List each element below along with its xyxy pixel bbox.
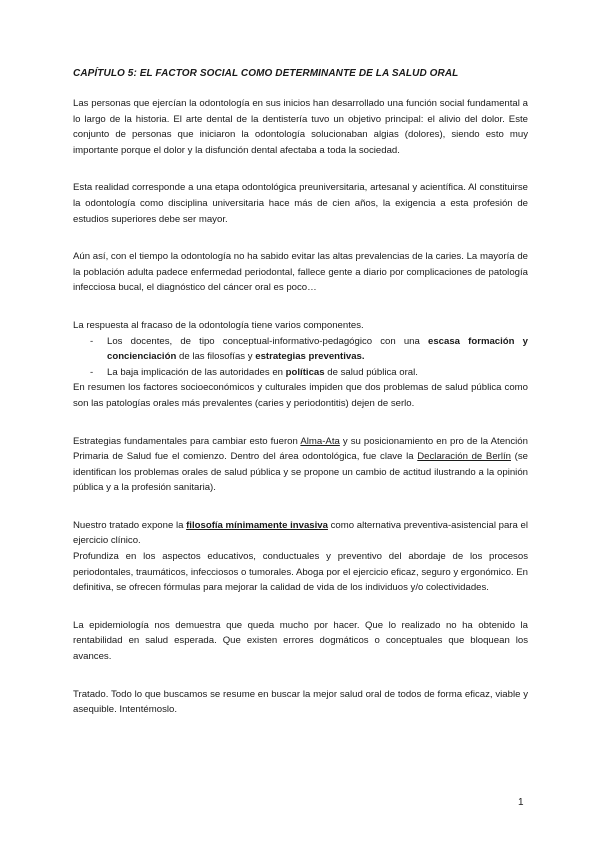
paragraph-strategies: Estrategias fundamentales para cambiar esto fueron Alma-Ata y su posicionamiento en pro de la Atención Primaria de Salud fue el comienzo. Dentro del área odontológica, fue clave la Declaración de Berlín (se identifican los problemas orales de salud pública y se propone un cambio de actitud ilustrando a la opinión pública y a la profesión sanitaria).	[73, 435, 528, 494]
paragraph-failure-intro: La respuesta al fracaso de la odontología tiene varios componentes.	[73, 319, 364, 331]
page-content	[73, 68, 528, 718]
failure-components-list	[73, 334, 528, 381]
berlin-declaration-link[interactable]: Declaración de Berlín	[417, 451, 511, 463]
paragraph-epidemiology: La epidemiología nos demuestra que queda mucho por hacer. Que lo realizado no ha obtenido la rentabilidad en salud esperada. Que existen errores dogmáticos o conceptuales que bloquean los avances.	[73, 619, 528, 663]
bold-text: escasa formación y concienciación	[107, 335, 529, 363]
list-item: - La baja implicación de las autoridades en políticas de salud pública oral.	[73, 365, 528, 381]
paragraph-summary: En resumen los factores socioeconómicos y culturales impiden que dos problemas de salud pública como son las patologías orales más prevalentes (caries y periodontitis) dejen de serlo.	[73, 382, 528, 409]
minimally-invasive-link[interactable]: filosofía mínimamente invasiva	[186, 519, 328, 531]
paragraph-reality: Esta realidad corresponde a una etapa odontológica preuniversitaria, artesanal y acientífica. Al constituirse la odontología como disciplina universitaria hace más de cien años, la exigencia a esta profesión de estudios superiores debe ser mayor.	[73, 182, 528, 225]
bold-text: estrategias preventivas.	[255, 351, 365, 363]
bold-text: políticas	[285, 366, 325, 378]
paragraph-treatise: Nuestro tratado expone la filosofía mínimamente invasiva como alternativa preventiva-asistencial para el ejercicio clínico.	[73, 519, 528, 547]
page-number: 1	[518, 797, 524, 808]
paragraph-deepens: Profundiza en los aspectos educativos, conductuales y preventivo del abordaje de los procesos periodontales, traumáticos, infecciosos o tumorales. Aboga por el ejercicio eficaz, seguro y ergonómico. En definitiva, se ofrecen fórmulas para mejorar la calidad de vida de los individuos y/o colectividades.	[73, 551, 528, 594]
list-item: - Los docentes, de tipo conceptual-informativo-pedagógico con una escasa formación y concienciación de las filosofías y estrategias preventivas.	[90, 335, 529, 363]
alma-ata-link[interactable]: Alma-Ata	[300, 435, 340, 447]
paragraph-intro: Las personas que ejercían la odontología en sus inicios han desarrollado una función social fundamental a lo largo de la historia. El arte dental de la dentistería tuvo un objetivo principal: el alivio del dolor. Este conjunto de personas que iniciaron la odontología solucionaban algias (dolores), siendo esto muy importante porque el dolor y la disfunción dental afectaba a toda la sociedad.	[73, 98, 528, 156]
list-dash: -	[90, 366, 94, 378]
chapter-title: CAPÍTULO 5: EL FACTOR SOCIAL COMO DETERMINANTE DE LA SALUD ORAL	[73, 68, 459, 79]
paragraph-closing: Tratado. Todo lo que buscamos se resume en buscar la mejor salud oral de todos de forma eficaz, viable y asequible. Intentémoslo.	[73, 688, 528, 716]
paragraph-prevalence: Aún así, con el tiempo la odontología no ha sabido evitar las altas prevalencias de la caries. La mayoría de la población adulta padece enfermedad periodontal, fallece gente a diario por complicaciones de patología infecciosa bucal, el diagnóstico del cáncer oral es poco…	[73, 251, 528, 294]
list-dash: -	[90, 335, 94, 347]
